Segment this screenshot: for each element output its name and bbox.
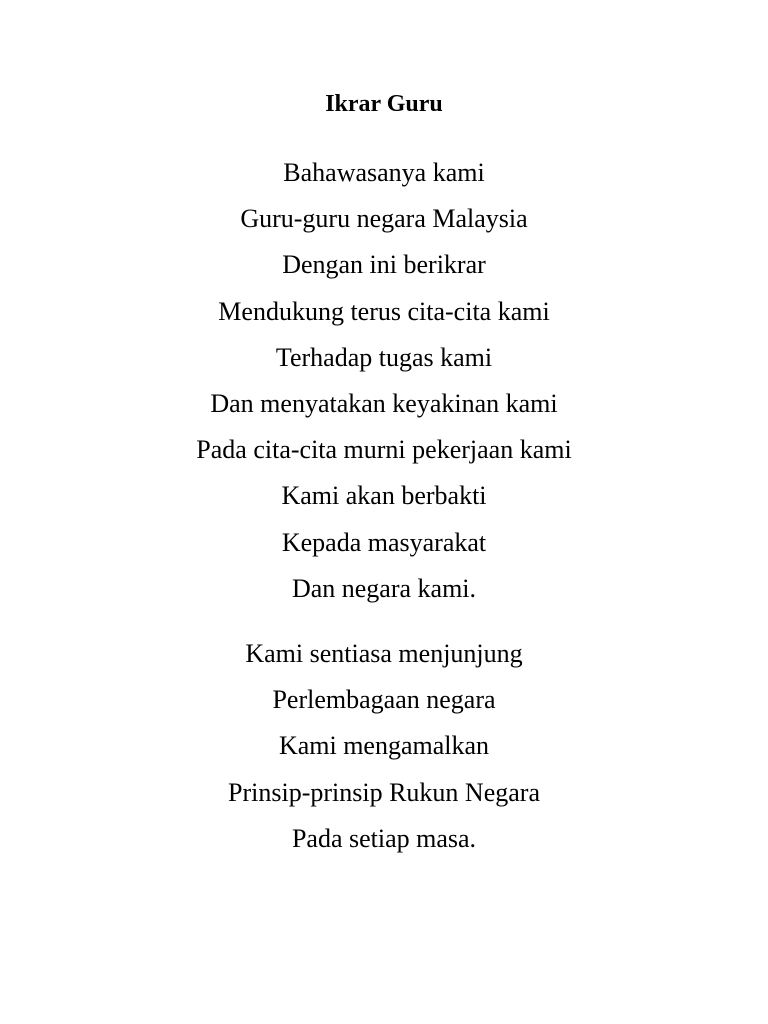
poem-line: Dan negara kami. [291,573,477,603]
poem-line: Mendukung terus cita-cita kami [218,296,550,326]
poem-line: Terhadap tugas kami [275,342,493,372]
document-title: Ikrar Guru [325,91,443,117]
poem-line: Kepada masyarakat [281,527,487,557]
poem-line: Pada setiap masa. [291,823,477,853]
poem-line: Dengan ini berikrar [282,250,486,280]
poem-line: Pada cita-cita murni pekerjaan kami [196,435,572,465]
stanza-2 [0,631,768,862]
poem-line: Dan menyatakan keyakinan kami [210,388,558,418]
poem-line: Guru-guru negara Malaysia [240,204,528,234]
poem-line: Kami mengamalkan [278,731,490,761]
poem-line: Prinsip-prinsip Rukun Negara [228,777,540,807]
poem-line: Kami sentiasa menjunjung [245,639,523,668]
poem-line: Perlembagaan negara [272,685,496,715]
stanza-1 [0,150,768,612]
poem-line: Bahawasanya kami [283,158,485,187]
poem-line: Kami akan berbakti [281,481,487,511]
